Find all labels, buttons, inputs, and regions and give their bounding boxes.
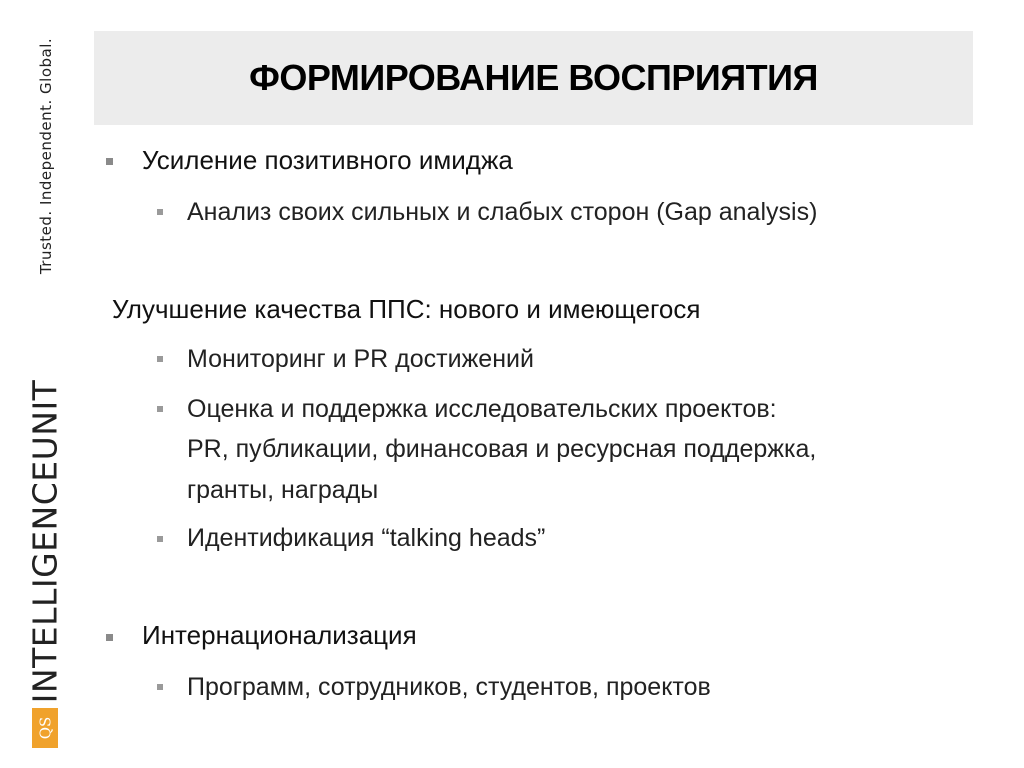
bullet-icon: [157, 406, 163, 412]
bullet-icon: [157, 209, 163, 215]
bullet-icon: [106, 634, 113, 641]
section-heading-1: Усиление позитивного имиджа: [142, 145, 513, 175]
list-item-continued: гранты, награды: [187, 476, 379, 504]
brand-word-intelligence: INTELLIGENCE: [25, 459, 65, 703]
brand-word-unit: UNIT: [25, 379, 65, 460]
section-heading-3: Интернационализация: [142, 620, 417, 650]
section-heading-2: Улучшение качества ППС: нового и имеющегося: [112, 294, 701, 324]
bullet-icon: [157, 536, 163, 542]
list-item-continued: PR, публикации, финансовая и ресурсная поддержка,: [187, 435, 817, 463]
bullet-icon: [157, 684, 163, 690]
list-item: Идентификация “talking heads”: [187, 524, 546, 552]
list-item: Оценка и поддержка исследовательских проектов:: [187, 395, 777, 423]
tagline-text: Trusted. Independent. Global.: [37, 37, 55, 275]
bullet-icon: [157, 356, 163, 362]
list-item: Анализ своих сильных и слабых сторон (Gap analysis): [187, 198, 818, 226]
list-item: Мониторинг и PR достижений: [187, 345, 534, 373]
qs-logo-text: QS: [35, 716, 54, 740]
list-item: Программ, сотрудников, студентов, проектов: [187, 673, 711, 701]
bullet-icon: [106, 158, 113, 165]
slide-title: ФОРМИРОВАНИЕ ВОСПРИЯТИЯ: [249, 57, 818, 98]
